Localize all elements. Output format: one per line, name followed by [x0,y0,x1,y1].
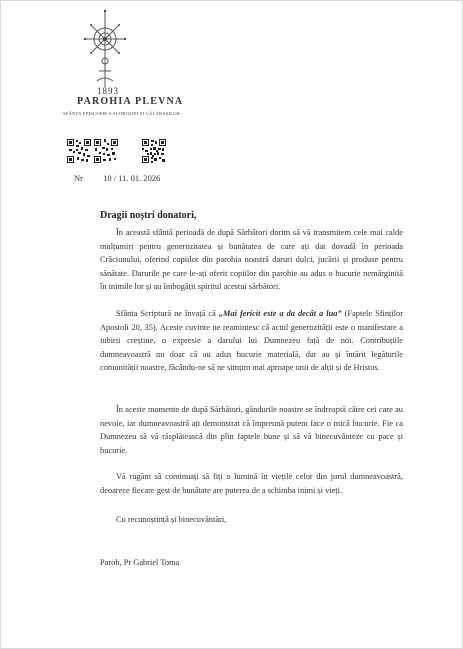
registration-date: 11. 01. 2026 [118,173,161,183]
letter-signature: Paroh, Pr Gabriel Toma [100,558,180,567]
letter-paragraph: Vă rugăm să continuați să fiți o lumină în viețile celor din jurul dumneavoastră, deoarece fiecare gest de bunătate are puterea de a schimba inimi și vieți. [100,472,403,495]
founding-year: 1893 [97,86,119,96]
parish-cross-logo [83,9,127,89]
diocese-name: SFÂNTA EPISCOPIE A SLOBOZIEI ȘI CĂLĂRAȘILOR [63,111,181,116]
letter-greeting: Dragii noștri donatori, [100,210,197,221]
letter-paragraph [100,307,403,375]
parish-name: PAROHIA PLEVNA [77,96,184,107]
registration-label: Nr [74,173,83,183]
qr-code-icon [142,139,166,163]
registration-separator: / [113,173,117,183]
paragraph-text: Sfânta Scriptură ne învață că [116,309,219,318]
qr-code-icon [94,139,118,163]
registration-value: 10 [103,173,112,183]
letter-paragraph: În această sfântă perioadă de după Sărbători dorim să vă transmitem cele mai calde mulțumiri pentru generozitatea și bunătatea de care ați dat dovadă în perioada Crăciunului, oferind copiilor din parohia noastră daruri dulci, jucării și produse pentru sănătate. Darurile pe care le-ați oferit copiilor din parohie au adus o bucurie nemărginită în inimile lor și au îmbogățit spiritul acestui sărbători. [100,228,403,292]
qr-code-icon [67,139,91,163]
paragraph-text: (Faptele Sfinților Apostoli 20, 35). Aceste cuvinte ne reamintesc că actul generozității este o manifestare a iubirii creștine, o expresie a darului lui Dumnezeu față de noi. Contribuțiile dumneavoastră nu doar că au adus bucurie materială, dar au și întărit legăturile comunității noastre, făcându-ne să ne simțim mai aproape unii de alții și de Hristos. [100,309,403,373]
scripture-quote: „Mai fericit este a da decât a lua” [218,309,342,318]
letter-paragraph: În aceste momente de după Sărbători, gândurile noastre se îndreaptă către cei care au nevoie, iar dumneavoastră ați demonstrat că împreună putem face o mică bucurie. Fie ca Dumnezeu să vă răsplătească din plin faptele bune și să vă binecuvânteze cu pace și bucurie. [100,405,403,455]
registration-number [74,173,160,183]
letter-closing: Cu recunoștință și binecuvântări, [116,515,227,524]
